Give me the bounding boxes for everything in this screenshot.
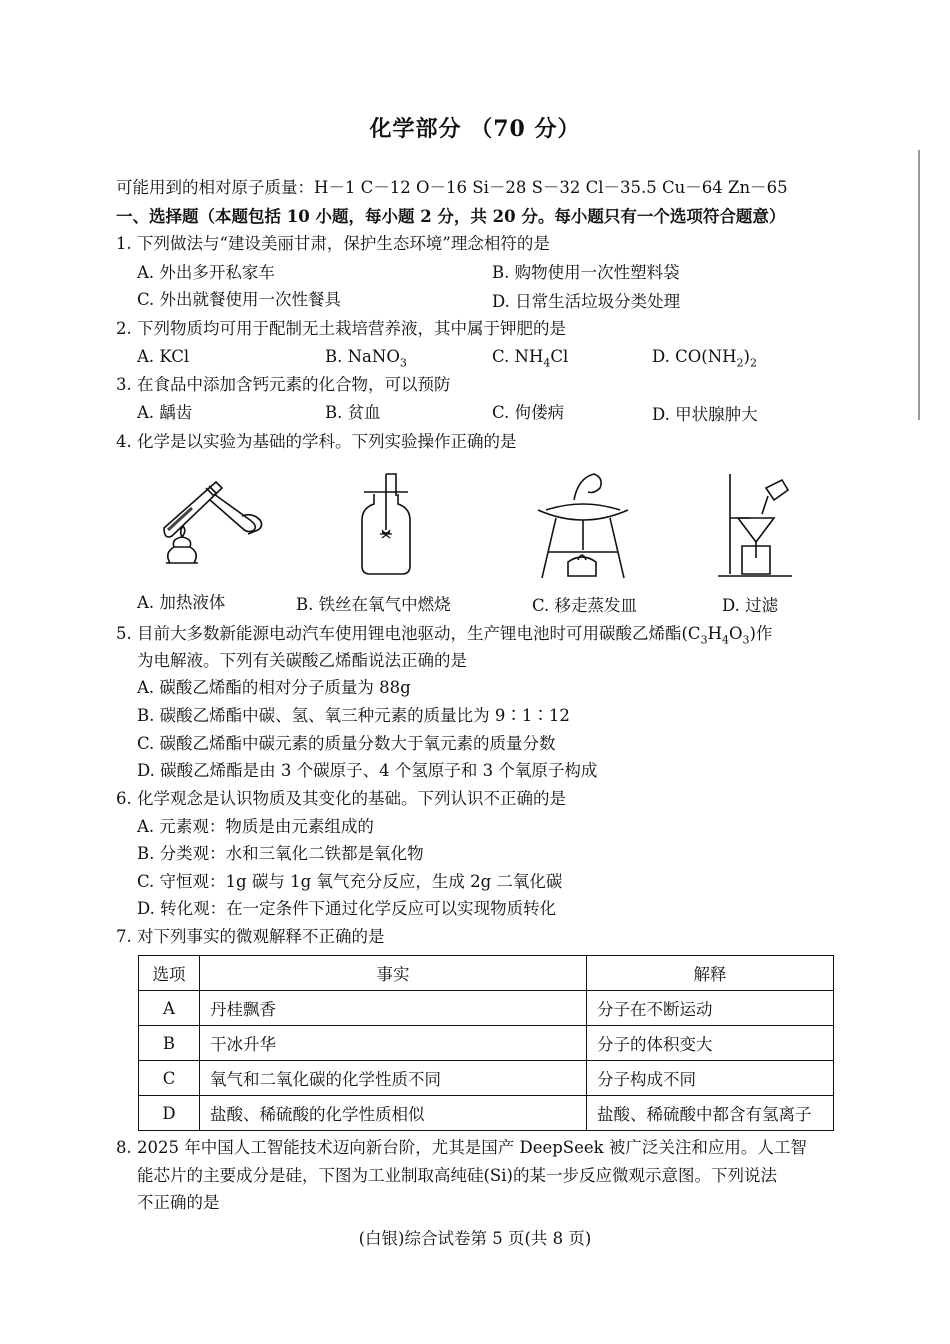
page-footer: (白银)综合试卷第 5 页(共 8 页) xyxy=(358,1229,592,1248)
evaporating-dish-figure xyxy=(528,470,638,582)
filtration-figure xyxy=(714,468,796,580)
q2-option-a: A. KCl xyxy=(137,347,190,366)
row-explanation: 盐酸、稀硫酸中都含有氢离子 xyxy=(587,1096,834,1131)
page-title: 化学部分 （70 分） xyxy=(369,116,581,142)
q3-option-b: B. 贫血 xyxy=(325,403,381,422)
q6-option-b: B. 分类观：水和三氧化二铁都是氧化物 xyxy=(137,844,424,863)
row-explanation: 分子构成不同 xyxy=(587,1061,834,1096)
table-row xyxy=(139,1061,834,1096)
q4-option-c: C. 移走蒸发皿 xyxy=(532,596,638,615)
q4-option-d: D. 过滤 xyxy=(722,596,779,615)
header-option: 选项 xyxy=(139,956,200,991)
row-explanation: 分子在不断运动 xyxy=(587,991,834,1026)
row-fact: 氧气和二氧化碳的化学性质不同 xyxy=(200,1061,587,1096)
q5-option-c: C. 碳酸乙烯酯中碳元素的质量分数大于氧元素的质量分数 xyxy=(137,734,556,753)
q2-option-d: D. $CO(NH_2)_2$ xyxy=(652,347,757,370)
q5-stem-line1: 5. 目前大多数新能源电动汽车使用锂电池驱动，生产锂电池时可用碳酸乙烯酯$(C_3H_4O_3)$作 xyxy=(116,624,773,647)
q1-option-c: C. 外出就餐使用一次性餐具 xyxy=(137,290,342,309)
q1-option-d: D. 日常生活垃圾分类处理 xyxy=(492,292,681,311)
q6-option-a: A. 元素观：物质是由元素组成的 xyxy=(137,817,374,836)
row-option: D xyxy=(139,1096,200,1131)
q5-stem-line2: 为电解液。下列有关碳酸乙烯酯说法正确的是 xyxy=(137,651,467,670)
table-row xyxy=(139,1096,834,1131)
facts-table xyxy=(138,955,834,1131)
q2-stem: 2. 下列物质均可用于配制无土栽培营养液，其中属于钾肥的是 xyxy=(116,319,566,338)
q1-stem: 1. 下列做法与“建设美丽甘肃，保护生态环境”理念相符的是 xyxy=(116,234,550,253)
q2-option-c: C. $NH_4Cl$ xyxy=(492,347,569,370)
header-explanation: 解释 xyxy=(587,956,834,991)
atomic-masses: 可能用到的相对原子质量：H－1 C－12 O－16 Si－28 S－32 Cl－35.5 Cu－64 Zn－65 xyxy=(116,178,788,197)
q1-option-b: B. 购物使用一次性塑料袋 xyxy=(492,263,680,282)
row-explanation: 分子的体积变大 xyxy=(587,1026,834,1061)
table-row xyxy=(139,991,834,1026)
page-edge-shadow xyxy=(918,150,920,420)
q8-line3: 不正确的是 xyxy=(137,1193,220,1212)
q8-line2: 能芯片的主要成分是硅，下图为工业制取高纯硅(Si)的某一步反应微观示意图。下列说法 xyxy=(137,1166,777,1185)
q1-option-a: A. 外出多开私家车 xyxy=(137,263,275,282)
q6-option-c: C. 守恒观：1g 碳与 1g 氧气充分反应，生成 2g 二氧化碳 xyxy=(137,872,563,891)
q3-option-a: A. 龋齿 xyxy=(137,403,193,422)
q6-stem: 6. 化学观念是认识物质及其变化的基础。下列认识不正确的是 xyxy=(116,789,566,808)
q4-stem: 4. 化学是以实验为基础的学科。下列实验操作正确的是 xyxy=(116,432,517,451)
q5-option-b: B. 碳酸乙烯酯中碳、氢、氧三种元素的质量比为 9∶1∶12 xyxy=(137,706,570,725)
q8-line1: 8. 2025 年中国人工智能技术迈向新台阶，尤其是国产 DeepSeek 被广泛关注和应用。人工智 xyxy=(116,1138,807,1157)
q7-stem: 7. 对下列事实的微观解释不正确的是 xyxy=(116,927,385,946)
q3-stem: 3. 在食品中添加含钙元素的化合物，可以预防 xyxy=(116,375,451,394)
q3-option-c: C. 佝偻病 xyxy=(492,403,565,422)
q2-option-b: B. NaNO$_3$ xyxy=(325,347,407,370)
header-fact: 事实 xyxy=(200,956,587,991)
row-option: A xyxy=(139,991,200,1026)
table-header-row xyxy=(139,956,834,991)
iron-wire-bottle-figure xyxy=(352,470,420,578)
row-fact: 干冰升华 xyxy=(200,1026,587,1061)
q6-option-d: D. 转化观：在一定条件下通过化学反应可以实现物质转化 xyxy=(137,899,557,918)
row-option: C xyxy=(139,1061,200,1096)
table-row xyxy=(139,1026,834,1061)
row-fact: 丹桂飘香 xyxy=(200,991,587,1026)
row-option: B xyxy=(139,1026,200,1061)
section-heading: 一、选择题（本题包括 10 小题，每小题 2 分，共 20 分。每小题只有一个选项符合题意） xyxy=(116,207,786,226)
q4-option-a: A. 加热液体 xyxy=(137,593,226,612)
q5-option-d: D. 碳酸乙烯酯是由 3 个碳原子、4 个氢原子和 3 个氧原子构成 xyxy=(137,761,598,780)
q4-option-b: B. 铁丝在氧气中燃烧 xyxy=(296,595,451,614)
q5-option-a: A. 碳酸乙烯酯的相对分子质量为 88g xyxy=(137,678,411,697)
q3-option-d: D. 甲状腺肿大 xyxy=(652,405,758,424)
row-fact: 盐酸、稀硫酸的化学性质相似 xyxy=(200,1096,587,1131)
heating-liquid-figure xyxy=(146,468,271,576)
